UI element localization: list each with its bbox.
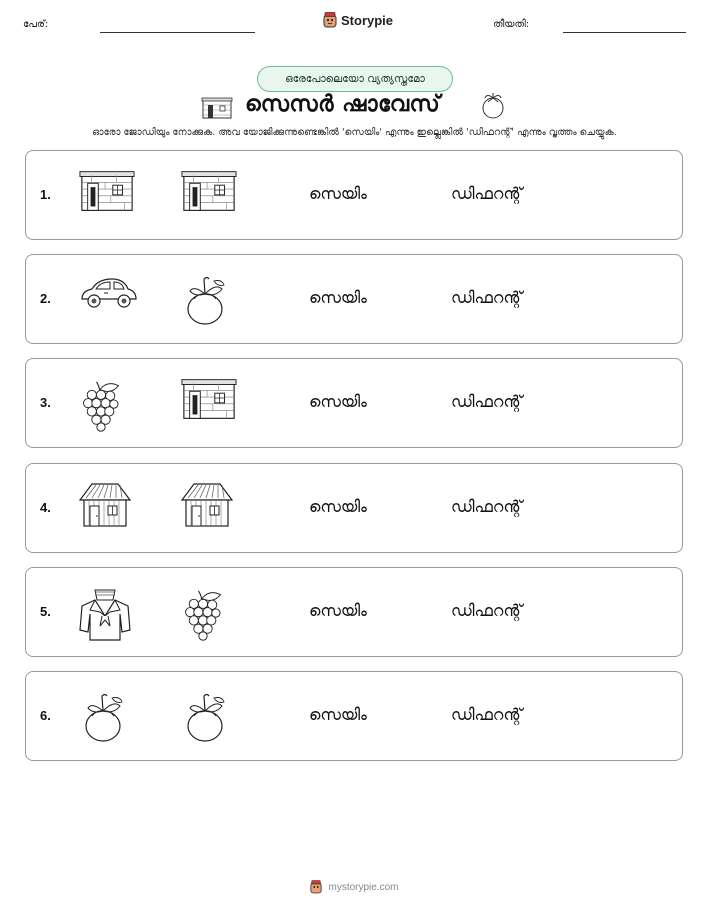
- tomato-icon: [478, 90, 508, 120]
- different-option[interactable]: ഡിഫറന്റ്: [451, 497, 523, 516]
- question-number: 4.: [40, 500, 51, 515]
- different-option[interactable]: ഡിഫറന്റ്: [451, 288, 523, 307]
- date-label: തീയതി:: [493, 19, 530, 30]
- same-option[interactable]: സെയിം: [309, 184, 367, 203]
- wooden-shed-icon: [78, 482, 138, 537]
- name-line[interactable]: [100, 32, 255, 33]
- question-row: [25, 463, 683, 553]
- different-option[interactable]: ഡിഫറന്റ്: [451, 392, 523, 411]
- grapes-icon: [180, 586, 240, 641]
- footer: [0, 880, 709, 894]
- question-number: 2.: [40, 291, 51, 306]
- different-option[interactable]: ഡിഫറന്റ്: [451, 601, 523, 620]
- storypie-logo: [323, 12, 393, 28]
- tomato-icon: [180, 273, 240, 328]
- brick-house-icon: [201, 96, 233, 120]
- storypie-mascot-icon: [310, 880, 322, 894]
- question-row: [25, 358, 683, 448]
- sailor-shirt-icon: [78, 586, 138, 641]
- question-number: 5.: [40, 604, 51, 619]
- question-row: [25, 254, 683, 344]
- same-option[interactable]: സെയിം: [309, 705, 367, 724]
- car-icon: [78, 273, 138, 328]
- instructions: ഓരോ ജോഡിയും നോക്കുക. അവ യോജിക്കുന്നുണ്ടെങ്കിൽ 'സെയിം' എന്നും ഇല്ലെങ്കിൽ 'ഡിഫറന്റ്' എന്നും വൃത്തം ചെയ്യുക.: [92, 127, 617, 138]
- date-line[interactable]: [563, 32, 686, 33]
- title-row: [198, 88, 518, 124]
- same-option[interactable]: സെയിം: [309, 601, 367, 620]
- same-option[interactable]: സെയിം: [309, 392, 367, 411]
- grapes-icon: [78, 377, 138, 432]
- different-option[interactable]: ഡിഫറന്റ്: [451, 705, 523, 724]
- brick-house-icon: [78, 169, 138, 224]
- question-row: [25, 567, 683, 657]
- wooden-shed-icon: [180, 482, 240, 537]
- logo-text: Storypie: [341, 12, 394, 28]
- brick-house-icon: [180, 169, 240, 224]
- question-row: [25, 150, 683, 240]
- question-row: [25, 671, 683, 761]
- footer-url[interactable]: mystorypie.com: [328, 881, 399, 893]
- tomato-icon: [180, 690, 240, 745]
- different-option[interactable]: ഡിഫറന്റ്: [451, 184, 523, 203]
- same-option[interactable]: സെയിം: [309, 497, 367, 516]
- storypie-mascot-icon: [323, 12, 337, 28]
- question-number: 1.: [40, 187, 51, 202]
- name-label: പേര്:: [23, 19, 49, 30]
- question-number: 6.: [40, 708, 51, 723]
- same-option[interactable]: സെയിം: [309, 288, 367, 307]
- question-number: 3.: [40, 395, 51, 410]
- brick-house-icon: [180, 377, 240, 432]
- tomato-icon: [78, 690, 138, 745]
- same-or-different-badge: ഒരേപോലെയോ വ്യത്യസ്തമോ: [257, 66, 453, 92]
- page-title: സെസർ ഷാവേസ്: [245, 92, 441, 117]
